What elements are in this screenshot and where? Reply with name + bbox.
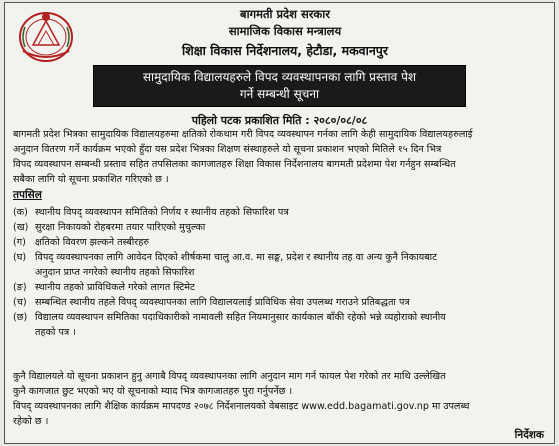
publication-date: पहिलो पटक प्रकाशित मिति : २०८०/०८/०८ [191,114,368,127]
closing-line: रहेको छ । [13,416,49,427]
list-item-text: स्थानीय तहको प्राविधिकले गरेको लागत स्टिमेट [35,282,195,293]
public-notice [4,2,555,444]
list-item [13,295,550,310]
list-item-key: (च) [13,297,27,308]
closing-line: विपद् व्यवस्थापनका लागि शैक्षिक कार्यक्रम मापदण्ड २०७८ निर्देशनालयको वेबसाइट www.edd.bagamati.gov.np मा उपलब्ध [13,401,470,412]
list-item [13,235,550,250]
list-item-key: (क) [13,207,28,218]
list-item-key: (ग) [13,237,26,248]
notice-title-line: गर्ने सम्बन्धी सूचना [239,87,320,101]
intro-paragraph [13,127,550,187]
closing-paragraph [13,369,550,429]
intro-line: सबैका लागि यो सूचना प्रकाशित गरिएको छ । [13,174,169,185]
list-item-text: तहको पत्र । [35,327,76,338]
ministry-header-province: बागमती प्रदेश सरकार [240,7,330,21]
list-item-text: अनुदान प्राप्त नगरेको स्थानीय तहको सिफारिश [35,267,195,278]
notice-title-line: सामुदायिक विद्यालयहरुले विपद व्यवस्थापनका लागि प्रस्ताव पेश [142,70,417,84]
document-list [13,205,550,340]
intro-line: बागमती प्रदेश भित्रका सामुदायिक विद्यालयहरुमा क्षतिको रोकथाम गरी विपद व्यवस्थापन गर्नका लागि केही सामुदायिक विद्यालयहरुलाई [13,129,473,140]
list-item-key: (ख) [13,222,29,233]
list-item-text: विपद् व्यवस्थापनका लागि आवेदन दिएको शीर्षकमा चालु आ.व. मा सङ्घ, प्रदेश र स्थानीय तह वा अन्य कुनै निकायबाट [35,252,437,263]
intro-line: विपद व्यवस्थापन सम्बन्धी प्रस्ताव सहित तपसिलका कागजातहरु शिक्षा विकास निर्देशनालय बागमती प्रदेशमा पेश गर्नहुन सम्बन्धित [13,159,456,170]
list-item-key: (छ) [13,312,28,323]
list-item-text: क्षतिको विवरण झल्कने तस्बीरहरु [35,237,150,248]
ministry-header-directorate: शिक्षा विकास निर्देशनालय, हेटौडा, मकवानपुर [181,43,389,58]
list-item-key: (घ) [13,252,27,263]
list-item-key: (ङ) [13,282,27,293]
closing-line: कुनै विद्यालयले यो सूचना प्रकाशन हुनु अगाबै विपद् व्यवस्थापनका लागि अनुदान माग गर्न फायल पेश गरेको तर माथि उल्लेखित [13,371,446,382]
list-item-text: स्थानीय विपद् व्यवस्थापन समितिको निर्णय र स्थानीय तहको सिफारिश पत्र [35,207,289,218]
list-item-text: सम्बन्धित स्थानीय तहले विपद् व्यवस्थापनका लागि विद्यालयलाई प्राविधिक सेवा उपलब्ध गराउने प्रतिबद्धता पत्र [35,297,410,308]
ministry-header-ministry: सामाजिक विकास मन्त्रालय [228,24,342,38]
list-item [13,220,550,235]
list-item-text: सुरक्षा निकायको रोहबरमा तयार पारिएको मुचुल्का [35,222,206,233]
notice-title-box [93,65,466,107]
signature-title: निर्देशक [514,429,544,441]
list-item-text: विद्यालय व्यवस्थापन समितिका पदाधिकारीको नामावली सहित नियमानुसार कार्यकाल बाँकी रहेको भन्ने व्यहोराको स्थानीय [35,312,446,323]
intro-line: अनुदान वितरण गर्ने कार्यक्रम भएको हुँदा यस प्रदेश भित्रका शिक्षण संस्थाहरुले यो सूचना प्रकाशन भएको मितिले १५ दिन भित्र [13,144,442,155]
list-item [13,280,550,295]
list-item [13,250,550,280]
list-item [13,310,550,340]
list-item [13,205,550,220]
closing-line: कुनै कागजात छुट भएको भए यो सूचनाको म्याद भित्र कागजातहरु पुरा गर्नुपर्नेछ । [13,386,293,397]
tapasil-heading: तपसिल [13,189,42,201]
